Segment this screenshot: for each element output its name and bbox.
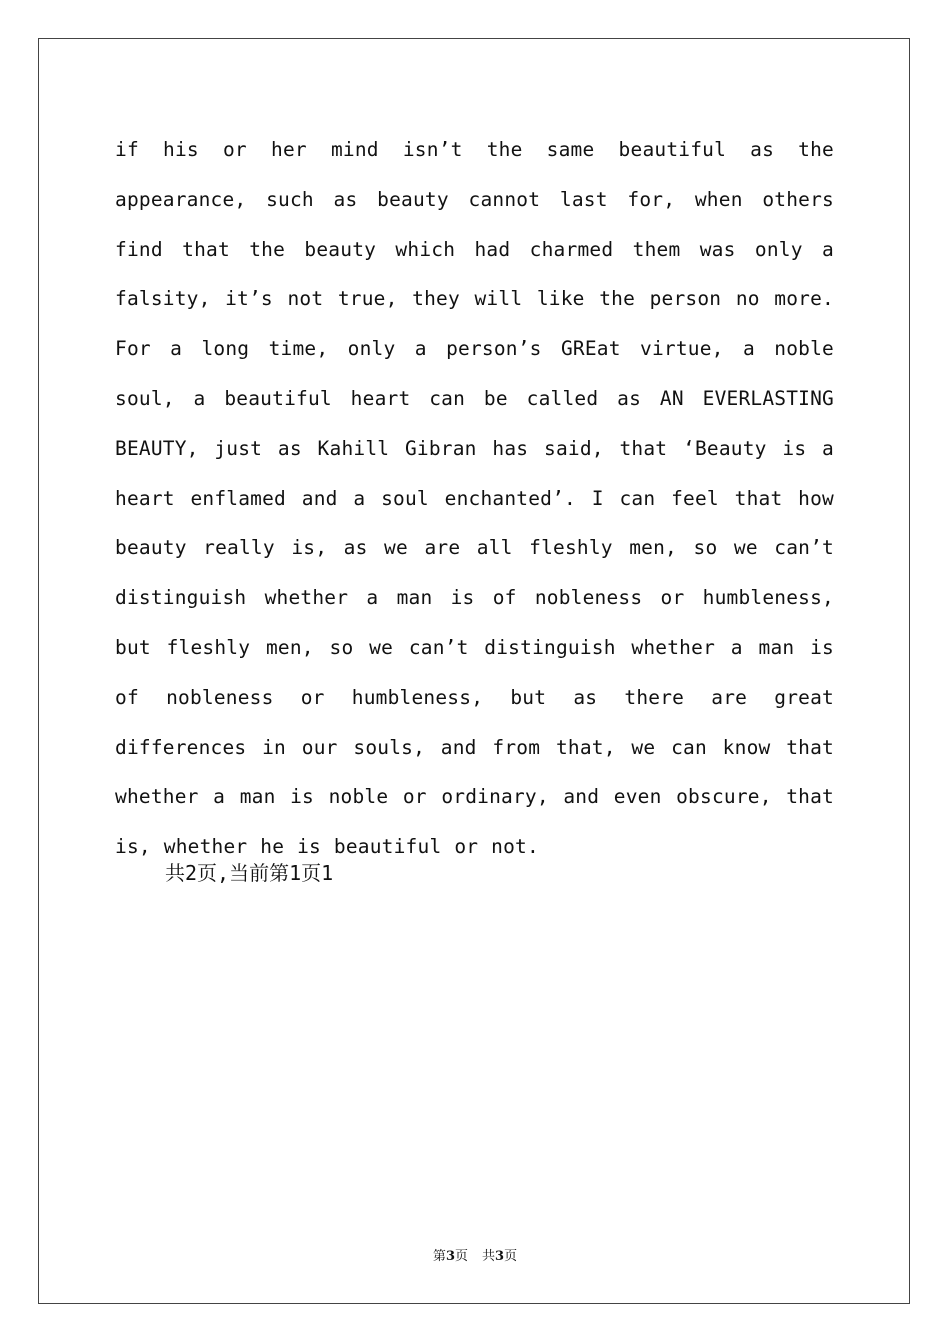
footer-current-suffix: 页 — [454, 1249, 468, 1264]
body-paragraph: if his or her mind isn’t the same beautiful as the appearance, such as beauty cannot last for, when others find that the beauty which had charmed them was only a falsity, it’s not true, they will like the person no more. For a long time, only a person’s GREat virtue, a noble soul, a beautiful heart can be called as AN EVERLASTING BEAUTY, just as Kahill Gibran has said, that ‘Beauty is a heart enflamed and a soul enchanted’. I can feel that how beauty really is, as we are all fleshly men, so we can’t distinguish whether a man is of nobleness or humbleness, but fleshly men, so we can’t distinguish whether a man is of nobleness or humbleness, but as there are great differences in our souls, and from that, we can know that whether a man is noble or ordinary, and even obscure, that is, whether he is beautiful or not. — [115, 138, 834, 859]
footer-total-suffix: 页 — [504, 1249, 518, 1264]
footer-total-page-number: 3 — [495, 1249, 505, 1264]
page-footer — [0, 1247, 950, 1267]
footer-current-prefix: 第 — [432, 1249, 446, 1264]
page-status-line: 共2页,当前第1页1 — [165, 861, 334, 885]
footer-current-page-number: 3 — [445, 1249, 455, 1264]
footer-total-prefix: 共 — [482, 1249, 496, 1264]
